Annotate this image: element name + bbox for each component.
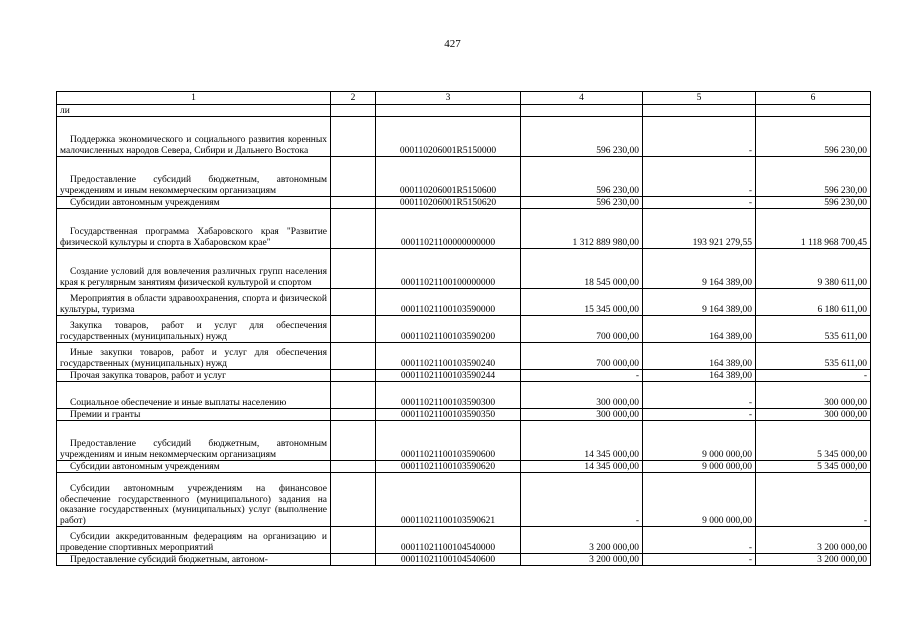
row-value-col4: 300 000,00 — [521, 382, 643, 409]
row-value-col4: - — [521, 473, 643, 527]
row-code — [376, 105, 521, 117]
row-value-col6: 1 118 968 700,45 — [756, 209, 871, 249]
row-value-col5: - — [643, 554, 756, 566]
column-header: 4 — [521, 92, 643, 105]
row-name: Премии и гранты — [57, 409, 331, 421]
row-name: Субсидии автономным учреждениям — [57, 197, 331, 209]
row-value-col6: 596 230,00 — [756, 117, 871, 157]
row-value-col5: 164 389,00 — [643, 343, 756, 370]
table-row — [57, 421, 871, 461]
row-value-col6: 5 345 000,00 — [756, 421, 871, 461]
row-value-col5: - — [643, 197, 756, 209]
row-value-col4: 14 345 000,00 — [521, 421, 643, 461]
table-header-row — [57, 92, 871, 105]
row-code: 00011021100103590244 — [376, 370, 521, 382]
row-col2 — [331, 527, 376, 554]
row-code: 00011021100000000000 — [376, 209, 521, 249]
row-value-col4 — [521, 105, 643, 117]
table-row — [57, 197, 871, 209]
row-value-col5: 164 389,00 — [643, 316, 756, 343]
row-col2 — [331, 105, 376, 117]
table-row — [57, 370, 871, 382]
row-value-col5: - — [643, 382, 756, 409]
row-name: Предоставление субсидий бюджетным, автономным учреждениям и иным некоммерческим организациям — [57, 421, 331, 461]
row-value-col4: 3 200 000,00 — [521, 527, 643, 554]
row-name: Иные закупки товаров, работ и услуг для обеспечения государственных (муниципальных) нужд — [57, 343, 331, 370]
row-code: 000110206001R5150000 — [376, 117, 521, 157]
row-value-col5 — [643, 105, 756, 117]
table-row — [57, 527, 871, 554]
row-code: 00011021100103590350 — [376, 409, 521, 421]
row-code: 000110206001R5150600 — [376, 157, 521, 197]
row-col2 — [331, 343, 376, 370]
budget-table — [56, 91, 871, 566]
row-value-col5: - — [643, 117, 756, 157]
row-value-col6: 300 000,00 — [756, 409, 871, 421]
row-col2 — [331, 461, 376, 473]
row-name: Закупка товаров, работ и услуг для обеспечения государственных (муниципальных) нужд — [57, 316, 331, 343]
table-row — [57, 409, 871, 421]
column-header: 6 — [756, 92, 871, 105]
table-row — [57, 382, 871, 409]
table-row — [57, 249, 871, 289]
row-value-col5: 9 000 000,00 — [643, 473, 756, 527]
row-name: Государственная программа Хабаровского края "Развитие физической культуры и спорта в Хабаровском крае" — [57, 209, 331, 249]
row-code: 00011021100104540600 — [376, 554, 521, 566]
row-value-col5: 9 000 000,00 — [643, 421, 756, 461]
row-code: 00011021100103590300 — [376, 382, 521, 409]
table-row — [57, 343, 871, 370]
column-header: 1 — [57, 92, 331, 105]
table-row — [57, 473, 871, 527]
row-name: Создание условий для вовлечения различных групп населения края к регулярным занятиям физической культурой и спортом — [57, 249, 331, 289]
row-value-col5: - — [643, 157, 756, 197]
row-value-col6: 9 380 611,00 — [756, 249, 871, 289]
row-value-col5: 9 164 389,00 — [643, 289, 756, 316]
row-col2 — [331, 249, 376, 289]
column-header: 3 — [376, 92, 521, 105]
row-value-col4: 15 345 000,00 — [521, 289, 643, 316]
row-value-col4: 596 230,00 — [521, 157, 643, 197]
row-code: 00011021100103590620 — [376, 461, 521, 473]
row-code: 00011021100103590600 — [376, 421, 521, 461]
row-value-col6: 596 230,00 — [756, 157, 871, 197]
row-name: Субсидии аккредитованным федерациям на организацию и проведение спортивных мероприятий — [57, 527, 331, 554]
row-value-col6: 5 345 000,00 — [756, 461, 871, 473]
row-value-col5: - — [643, 527, 756, 554]
column-header: 2 — [331, 92, 376, 105]
row-code: 00011021100104540000 — [376, 527, 521, 554]
row-value-col4: 14 345 000,00 — [521, 461, 643, 473]
row-name: Предоставление субсидий бюджетным, автоном- — [57, 554, 331, 566]
row-col2 — [331, 473, 376, 527]
row-value-col5: 9 164 389,00 — [643, 249, 756, 289]
row-value-col6: 3 200 000,00 — [756, 527, 871, 554]
row-value-col6: - — [756, 370, 871, 382]
row-name: ли — [57, 105, 331, 117]
row-value-col4: 300 000,00 — [521, 409, 643, 421]
row-value-col5: - — [643, 409, 756, 421]
row-col2 — [331, 197, 376, 209]
table-row — [57, 157, 871, 197]
row-name: Мероприятия в области здравоохранения, спорта и физической культуры, туризма — [57, 289, 331, 316]
row-code: 000110206001R5150620 — [376, 197, 521, 209]
row-value-col5: 9 000 000,00 — [643, 461, 756, 473]
row-code: 00011021100100000000 — [376, 249, 521, 289]
row-value-col6 — [756, 105, 871, 117]
row-value-col6: 6 180 611,00 — [756, 289, 871, 316]
row-value-col6: 535 611,00 — [756, 316, 871, 343]
table-row — [57, 105, 871, 117]
row-value-col6: 535 611,00 — [756, 343, 871, 370]
row-value-col4: 1 312 889 980,00 — [521, 209, 643, 249]
row-value-col4: - — [521, 370, 643, 382]
table-row — [57, 117, 871, 157]
row-col2 — [331, 370, 376, 382]
column-header: 5 — [643, 92, 756, 105]
row-value-col5: 193 921 279,55 — [643, 209, 756, 249]
table-row — [57, 554, 871, 566]
row-value-col5: 164 389,00 — [643, 370, 756, 382]
row-col2 — [331, 409, 376, 421]
row-code: 00011021100103590240 — [376, 343, 521, 370]
row-code: 00011021100103590000 — [376, 289, 521, 316]
table-row — [57, 316, 871, 343]
row-value-col4: 596 230,00 — [521, 197, 643, 209]
page-number: 427 — [444, 38, 461, 50]
row-value-col6: 3 200 000,00 — [756, 554, 871, 566]
row-name: Прочая закупка товаров, работ и услуг — [57, 370, 331, 382]
row-col2 — [331, 382, 376, 409]
row-value-col6: - — [756, 473, 871, 527]
row-col2 — [331, 157, 376, 197]
row-name: Субсидии автономным учреждениям — [57, 461, 331, 473]
row-col2 — [331, 421, 376, 461]
table-row — [57, 461, 871, 473]
row-value-col4: 596 230,00 — [521, 117, 643, 157]
row-code: 00011021100103590200 — [376, 316, 521, 343]
row-value-col4: 18 545 000,00 — [521, 249, 643, 289]
row-value-col6: 596 230,00 — [756, 197, 871, 209]
row-name: Предоставление субсидий бюджетным, автономным учреждениям и иным некоммерческим организациям — [57, 157, 331, 197]
row-col2 — [331, 554, 376, 566]
row-name: Поддержка экономического и социального развития коренных малочисленных народов Севера, Сибири и Дальнего Востока — [57, 117, 331, 157]
table-row — [57, 209, 871, 249]
row-col2 — [331, 117, 376, 157]
row-value-col6: 300 000,00 — [756, 382, 871, 409]
table-row — [57, 289, 871, 316]
row-col2 — [331, 209, 376, 249]
row-value-col4: 700 000,00 — [521, 343, 643, 370]
row-value-col4: 3 200 000,00 — [521, 554, 643, 566]
row-value-col4: 700 000,00 — [521, 316, 643, 343]
row-name: Социальное обеспечение и иные выплаты населению — [57, 382, 331, 409]
row-col2 — [331, 289, 376, 316]
row-name: Субсидии автономным учреждениям на финансовое обеспечение государственного (муниципального) задания на оказание государственных (муниципальных) услуг (выполнение работ) — [57, 473, 331, 527]
row-col2 — [331, 316, 376, 343]
row-code: 00011021100103590621 — [376, 473, 521, 527]
